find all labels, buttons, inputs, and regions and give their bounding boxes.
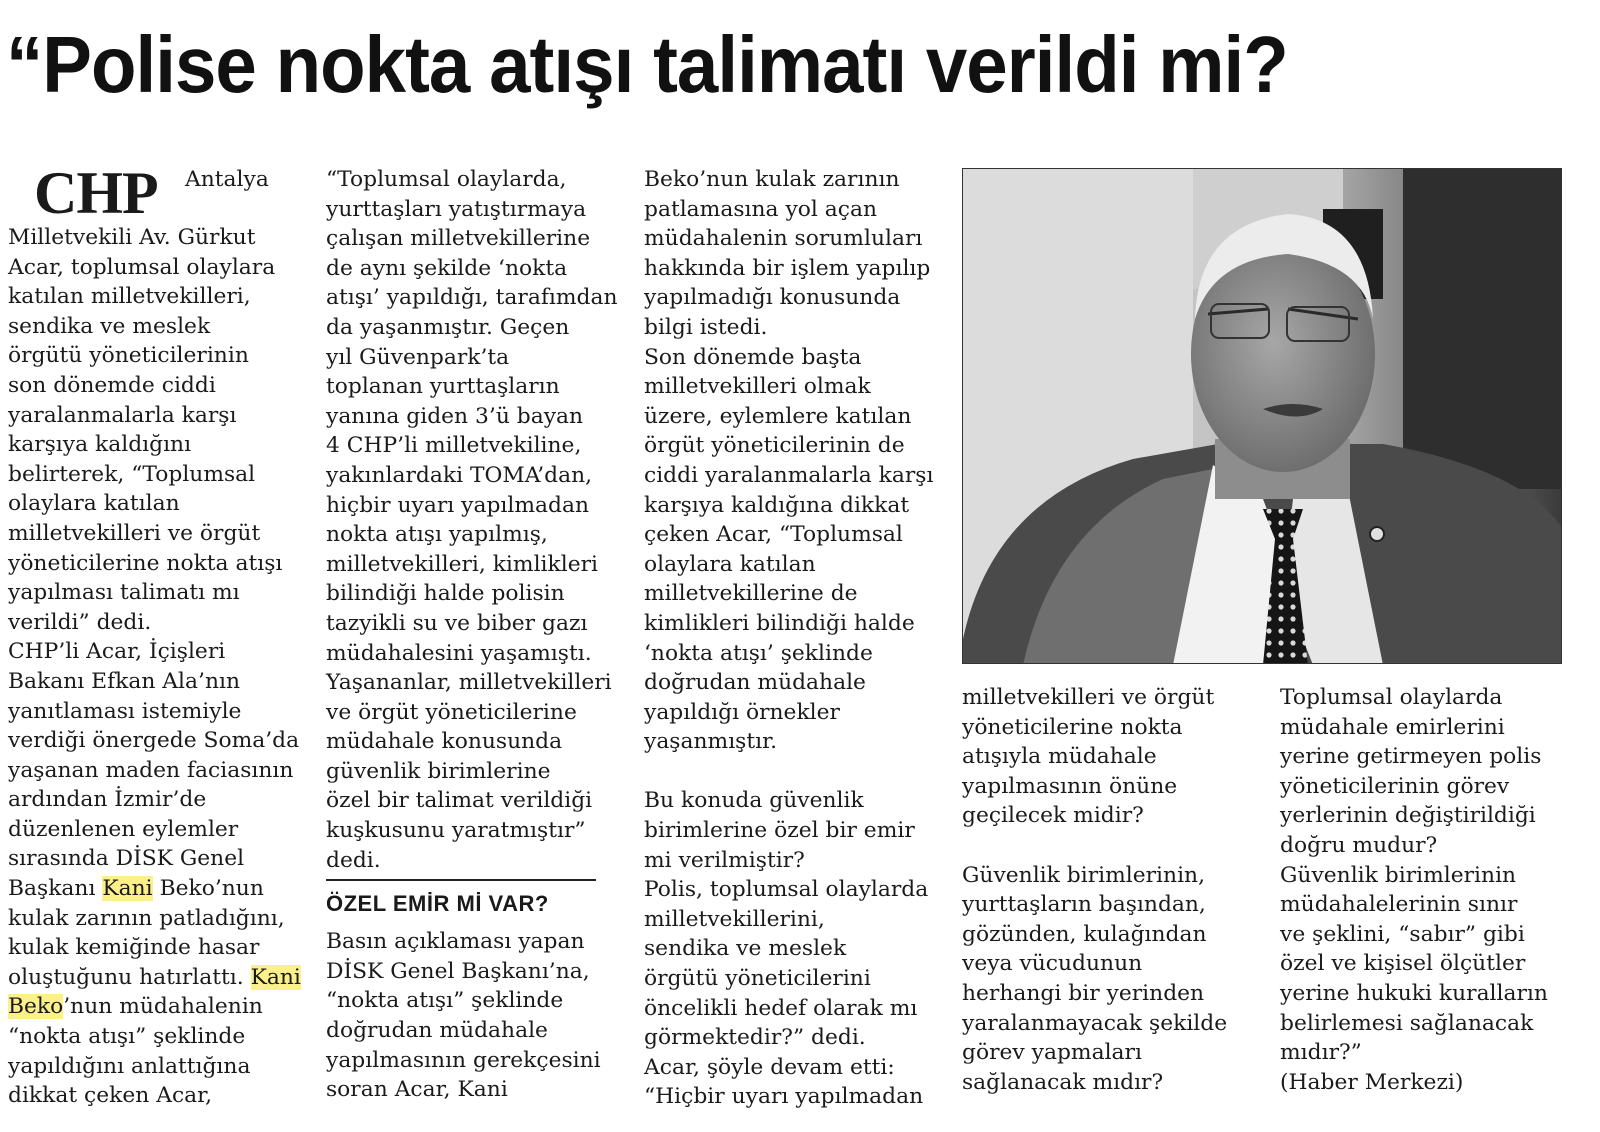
text-line: kuşkusunu yaratmıştır” (326, 818, 586, 844)
text-line: yerine hukuki kuralların (1280, 980, 1548, 1006)
text-line: “nokta atışı” şeklinde (8, 1024, 246, 1050)
text-line: Milletvekili Av. Gürkut (8, 225, 256, 250)
text-line: kulak zarının patladığını, (8, 905, 285, 931)
text-line: yurttaşların başından, (962, 892, 1206, 918)
text-line: verdiği önergede Soma’da (8, 728, 300, 754)
text-line: görev yapmaları (962, 1040, 1142, 1066)
text-line: sendika ve meslek (644, 936, 847, 962)
text-line: Güvenlik birimlerinin, (962, 862, 1206, 888)
text-line: yaşanmıştır. (644, 729, 778, 755)
highlighted-name: Kani (250, 964, 301, 990)
article-column-3 (644, 165, 944, 1112)
text-line: yıl Güvenpark’ta (326, 344, 510, 370)
text-line (8, 992, 308, 1022)
text-fragment: ’nun müdahalenin (63, 994, 263, 1020)
text-line: Acar, toplumsal olaylara (8, 254, 276, 280)
text-line: düzenlenen eylemler (8, 816, 239, 842)
text-line: milletvekilleri olmak (644, 374, 871, 400)
text-line: da yaşanmıştır. Geçen (326, 314, 570, 340)
text-line: doğrudan müdahale (644, 670, 866, 696)
text-line: “Toplumsal olaylarda, (326, 167, 567, 192)
text-line: ‘nokta atışı’ şeklinde (644, 640, 873, 666)
text-line: bilindiği halde polisin (326, 581, 565, 607)
text-line: yapılmasının gerekçesini (326, 1047, 601, 1073)
text-line: DİSK Genel Başkanı’na, (326, 958, 590, 984)
text-line: yapıldığı örnekler (644, 699, 840, 725)
text-line: görmektedir?” dedi. (644, 1025, 866, 1051)
text-line: belirterek, “Toplumsal (8, 461, 256, 487)
text-line: karşıya kaldığını (8, 432, 192, 458)
paragraph-gap (644, 757, 944, 787)
text-line: güvenlik birimlerine (326, 758, 551, 784)
text-line: ve örgüt yöneticilerine (326, 699, 577, 725)
text-line: yaralanmayacak şekilde (962, 1010, 1228, 1036)
text-line: mıdır?” (1280, 1040, 1362, 1066)
text-line: öncelikli hedef olarak mı (644, 995, 918, 1021)
text-line: milletvekillerini, (644, 906, 825, 932)
text-fragment: Beko’nun (152, 876, 264, 902)
highlighted-name: Kani (102, 876, 153, 902)
text-line: atışıyla müdahale (962, 744, 1157, 770)
text-line: belirlemesi sağlanacak (1280, 1010, 1534, 1036)
text-line: müdahalenin sorumluları (644, 226, 923, 252)
text-line: birimlerine özel bir emir (644, 818, 915, 844)
text-line: patlamasına yol açan (644, 196, 878, 222)
text-line: çeken Acar, “Toplumsal (644, 522, 903, 548)
text-line: müdahale emirlerini (1280, 714, 1505, 740)
source-credit: (Haber Merkezi) (1280, 1069, 1464, 1095)
text-line: Toplumsal olaylarda (1280, 685, 1503, 710)
text-line (8, 963, 308, 993)
text-line: milletvekilleri, kimlikleri (326, 551, 598, 577)
text-line: verildi” dedi. (8, 609, 152, 635)
text-line: örgüt yöneticilerinin de (644, 433, 905, 459)
text-line: müdahalelerinin sınır (1280, 892, 1518, 918)
text-line: “nokta atışı” şeklinde (326, 988, 564, 1014)
subheading: ÖZEL EMİR Mİ VAR? (326, 891, 549, 917)
text-line (8, 874, 308, 904)
text-line: özel ve kişisel ölçütler (1280, 951, 1526, 977)
text-line: örgütü yöneticilerinin (8, 343, 249, 369)
text-line: yapılmadığı konusunda (644, 285, 901, 311)
text-line: dedi. (326, 847, 381, 873)
text-line: üzere, eylemlere katılan (644, 403, 912, 429)
text-line: yapılması talimatı mı (8, 580, 240, 606)
text-line: Yaşananlar, milletvekilleri (326, 670, 612, 696)
text-line: milletvekilleri ve örgüt (962, 685, 1215, 710)
text-line: geçilecek midir? (962, 803, 1144, 829)
text-line: Son dönemde başta (644, 344, 862, 370)
text-line: veya vücudunun (962, 951, 1143, 977)
article-column-4 (962, 683, 1262, 1097)
text-line: yerlerinin değiştirildiği (1280, 803, 1536, 829)
text-line: hakkında bir işlem yapılıp (644, 255, 931, 281)
text-line: yanıtlaması istemiyle (8, 698, 242, 724)
text-line: katılan milletvekilleri, (8, 284, 251, 310)
text-line: gözünden, kulağından (962, 921, 1207, 947)
section-rule (326, 879, 596, 881)
text-line: yerine getirmeyen polis (1280, 744, 1542, 770)
text-line: “Hiçbir uyarı yapılmadan (644, 1084, 924, 1110)
article-photo (962, 168, 1562, 664)
text-line: dikkat çeken Acar, (8, 1083, 213, 1109)
text-line: doğru mudur? (1280, 832, 1438, 858)
text-line: Güvenlik birimlerinin (1280, 862, 1517, 888)
text-line: Acar, şöyle devam etti: (644, 1054, 895, 1080)
text-line: sendika ve meslek (8, 313, 211, 339)
article-column-1 (8, 160, 308, 1111)
text-line: yöneticilerine nokta atışı (8, 550, 283, 576)
text-line: sırasında DİSK Genel (8, 846, 245, 872)
text-line: yaralanmalarla karşı (8, 402, 237, 428)
text-line: son dönemde ciddi (8, 372, 216, 398)
text-line: çalışan milletvekillerine (326, 226, 591, 252)
text-line: Beko’nun kulak zarının (644, 167, 900, 192)
text-line: karşıya kaldığına dikkat (644, 492, 910, 518)
text-line: olaylara katılan (644, 551, 816, 577)
text-line: bilgi istedi. (644, 314, 768, 340)
text-line: yapılmasının önüne (962, 773, 1178, 799)
text-line: hiçbir uyarı yapılmadan (326, 492, 590, 518)
text-line: yanına giden 3’ü bayan (326, 403, 584, 429)
highlighted-name: Beko (8, 994, 64, 1020)
text-line: özel bir talimat verildiği (326, 788, 593, 814)
text-line: Polis, toplumsal olaylarda (644, 877, 929, 903)
text-line: de aynı şekilde ‘nokta (326, 255, 568, 281)
text-line: müdahalesini yaşamıştı. (326, 640, 592, 666)
text-line: mi verilmiştir? (644, 847, 805, 873)
text-line: 4 CHP’li milletvekiline, (326, 433, 582, 459)
lead-party-initials: CHP (34, 160, 158, 226)
text-line: soran Acar, Kani (326, 1077, 508, 1103)
text-line: doğrudan müdahale (326, 1018, 548, 1044)
text-line: herhangi bir yerinden (962, 980, 1205, 1006)
text-line: sağlanacak mıdır? (962, 1069, 1164, 1095)
text-line: örgütü yöneticilerini (644, 966, 871, 992)
text-line: ardından İzmir’de (8, 787, 207, 813)
portrait-illustration (963, 169, 1562, 664)
lead-city: Antalya (185, 167, 269, 192)
text-fragment: oluştuğunu hatırlattı. (8, 964, 251, 990)
text-line: milletvekillerine de (644, 581, 858, 607)
text-line: milletvekilleri ve örgüt (8, 520, 261, 546)
text-line: yaşanan maden faciasının (8, 757, 294, 783)
text-line: Bakanı Efkan Ala’nın (8, 668, 240, 694)
paragraph-gap (962, 831, 1262, 861)
text-line: yöneticilerine nokta (962, 714, 1183, 740)
article-column-5 (1280, 683, 1580, 1097)
text-line: müdahale konusunda (326, 729, 563, 755)
text-line: kimlikleri bilindiği halde (644, 610, 915, 636)
text-line: nokta atışı yapılmış, (326, 522, 548, 548)
text-line: CHP’li Acar, İçişleri (8, 639, 226, 665)
text-fragment: Başkanı (8, 876, 103, 902)
text-line: ciddi yaralanmalarla karşı (644, 462, 934, 488)
text-line: yöneticilerinin görev (1280, 773, 1510, 799)
text-line: yakınlardaki TOMA’dan, (326, 462, 593, 488)
lead-dateline (8, 160, 308, 226)
text-line: yapıldığını anlattığına (8, 1053, 251, 1079)
text-line: ve şeklini, “sabır” gibi (1280, 921, 1525, 947)
text-line: tazyikli su ve biber gazı (326, 610, 588, 636)
text-line: kulak kemiğinde hasar (8, 935, 260, 961)
text-line: toplanan yurttaşların (326, 374, 560, 400)
article-column-2 (326, 165, 626, 1105)
text-line: olaylara katılan (8, 491, 180, 517)
text-line: Basın açıklaması yapan (326, 929, 585, 955)
text-line: atışı’ yapıldığı, tarafımdan (326, 285, 618, 311)
text-line: yurttaşları yatıştırmaya (326, 196, 587, 222)
text-line: Bu konuda güvenlik (644, 788, 864, 814)
headline: “Polise nokta atışı talimatı verildi mi? (6, 20, 1288, 109)
